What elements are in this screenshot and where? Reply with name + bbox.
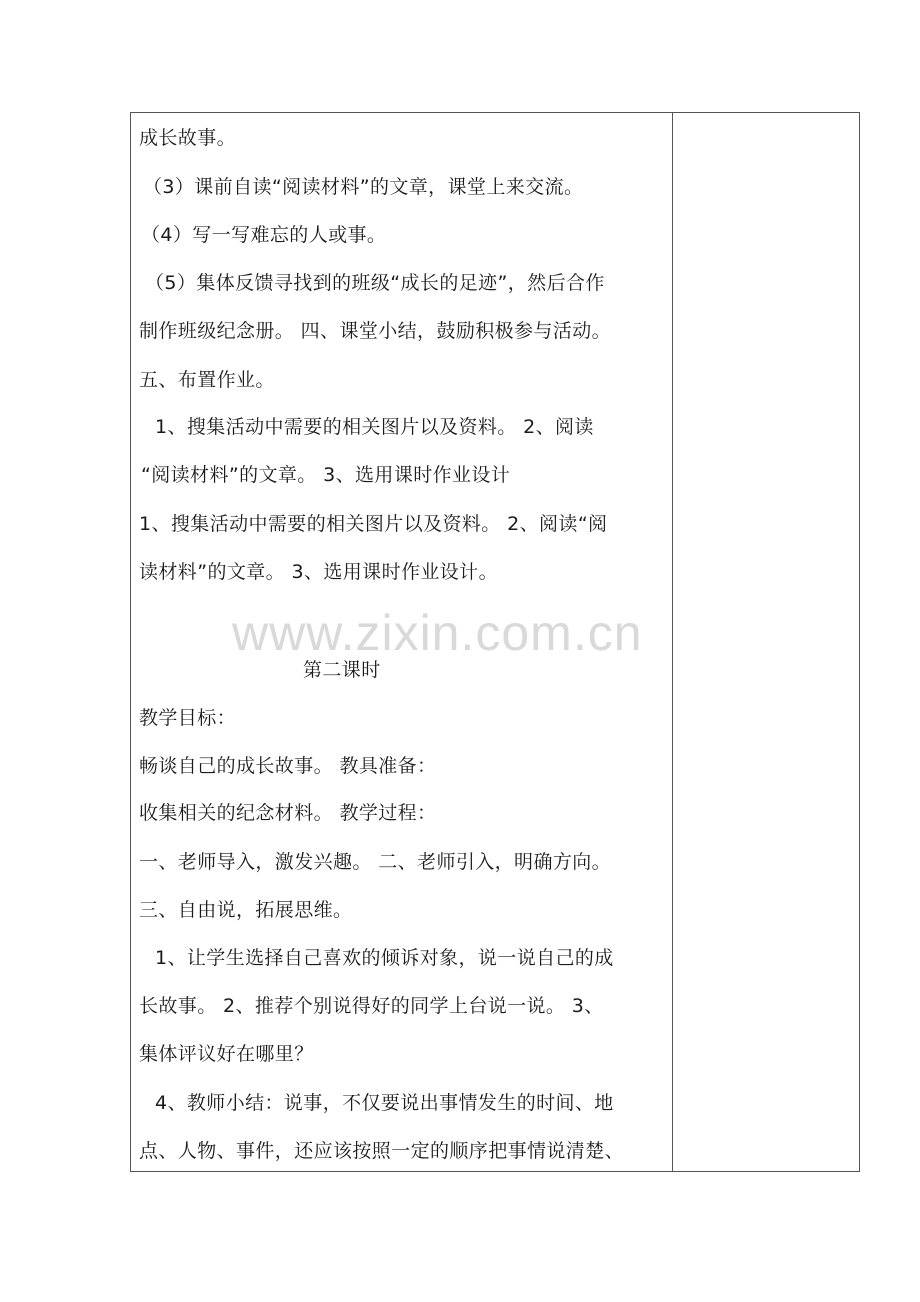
text-line: 读材料”的文章。 3、选用课时作业设计。: [139, 561, 498, 583]
text-line: 1、让学生选择自己喜欢的倾诉对象，说一说自己的成: [155, 947, 614, 969]
text-line: （4）写一写难忘的人或事。: [141, 224, 387, 246]
text-line: （3）课前自读“阅读材料”的文章，课堂上来交流。: [143, 176, 584, 198]
section-title: 第二课时: [303, 659, 381, 681]
text-line: 1、搜集活动中需要的相关图片以及资料。 2、阅读: [155, 416, 594, 438]
watermark: www.zixin.com.cn: [232, 605, 643, 661]
text-line: 1、搜集活动中需要的相关图片以及资料。 2、阅读“阅: [139, 513, 608, 535]
text-line: 收集相关的纪念材料。 教学过程：: [139, 802, 437, 824]
text-line: 教学目标：: [139, 707, 237, 729]
text-line: （5）集体反馈寻找到的班级“成长的足迹”，然后合作: [145, 272, 605, 294]
text-line: 畅谈自己的成长故事。 教具准备：: [139, 755, 437, 777]
text-line: 长故事。 2、推荐个别说得好的同学上台说一说。 3、: [139, 995, 604, 1017]
text-line: 制作班级纪念册。 四、课堂小结，鼓励积极参与活动。: [139, 320, 612, 342]
text-line: 4、教师小结：说事，不仅要说出事情发生的时间、地: [155, 1092, 614, 1114]
text-line: 点、人物、事件，还应该按照一定的顺序把事情说清楚、: [139, 1140, 625, 1162]
text-line: 集体评议好在哪里？: [139, 1043, 314, 1065]
text-line: 三、自由说，拓展思维。: [139, 899, 353, 921]
text-line: “阅读材料”的文章。 3、选用课时作业设计: [141, 464, 511, 486]
text-line: 成长故事。: [139, 127, 237, 149]
notes-cell: [673, 113, 859, 1171]
text-line: 一、老师导入，激发兴趣。 二、老师引入，明确方向。: [139, 851, 612, 873]
text-line: 五、布置作业。: [139, 369, 275, 391]
